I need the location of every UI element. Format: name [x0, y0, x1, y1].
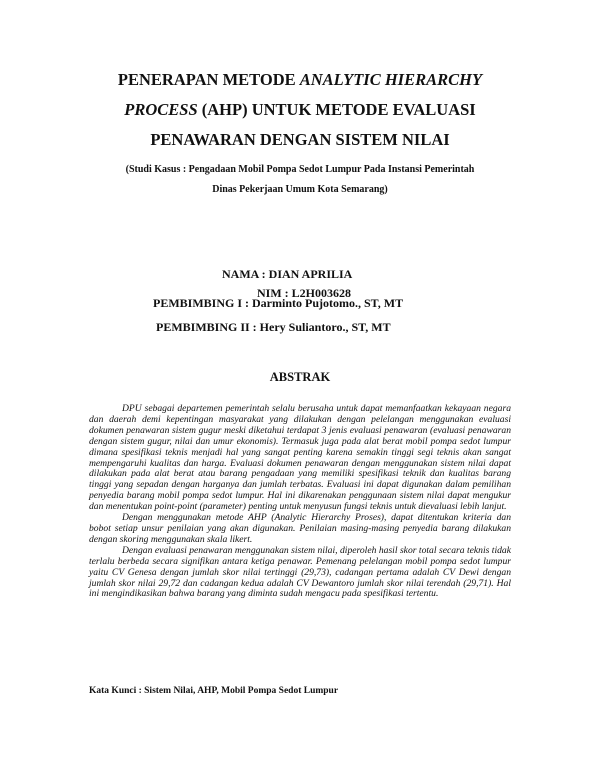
title-text-2b: (AHP) UNTUK METODE EVALUASI — [197, 100, 476, 119]
paper-title-line-1 — [0, 72, 600, 89]
abstract-paragraph-2: Dengan menggunakan metode AHP (Analytic Hierarchy Proses), dapat ditentukan kriteria dan bobot setiap unsur penilaian yang akan digunakan. Penilaian masing-masing penyedia barang dilakukan dengan skoring menggunakan skala likert. — [89, 512, 511, 545]
abstract-paragraph-3: Dengan evaluasi penawaran menggunakan sistem nilai, diperoleh hasil skor total secara teknis tidak terlalu berbeda secara signifikan antara ketiga penawar. Pemenang pelelangan mobil pompa sedot lumpur yaitu CV Genesa dengan jumlah skor nilai tertinggi (29,73), cadangan pertama adalah CV Dewi dengan jumlah skor nilai 29,72 dan cadangan kedua adalah CV Dewantoro jumlah skor nilai terendah (29,71). Hal ini mengindikasikan bahwa barang yang diminta sudah mengacu pada spesifikasi tertentu. — [89, 544, 511, 600]
supervisor-2: PEMBIMBING II : Hery Suliantoro., ST, MT — [156, 320, 391, 334]
title-text-1a: PENERAPAN METODE — [117, 70, 300, 89]
author-nim: NIM : L2H003628 — [257, 286, 351, 300]
title-text-1b: ANALYTIC HIERARCHY — [299, 70, 483, 89]
supervisor-1: PEMBIMBING I : Darminto Pujotomo., ST, MT — [153, 296, 404, 310]
title-text-2a: PROCESS — [124, 100, 198, 119]
paper-title-line-3: PENAWARAN DENGAN SISTEM NILAI — [150, 130, 450, 149]
abstract-body — [89, 404, 511, 600]
keywords: Kata Kunci : Sistem Nilai, AHP, Mobil Pompa Sedot Lumpur — [89, 686, 339, 696]
subtitle-line-1: (Studi Kasus : Pengadaan Mobil Pompa Sedot Lumpur Pada Instansi Pemerintah — [125, 164, 475, 175]
subtitle-line-2: Dinas Pekerjaan Umum Kota Semarang) — [212, 184, 388, 195]
author-name: NAMA : DIAN APRILIA — [222, 267, 353, 281]
paper-title-line-2 — [0, 102, 600, 119]
abstract-paragraph-1: DPU sebagai departemen pemerintah selalu berusaha untuk dapat memanfaatkan kekayaan negara dan daerah demi kepentingan masyarakat yang dilakukan dengan pelelangan menggunakan evaluasi dokumen penawaran sistem gugur meski diketahui terdapat 3 jenis evaluasi penawaran (evaluasi penawaran dengan sistem gugur, nilai dan umur ekonomis). Termasuk juga pada alat berat mobil pompa sedot lumpur dimana spesifikasi teknis menjadi hal yang sangat penting karena semakin tinggi segi teknis akan sangat mempengaruhi kualitas dan harga. Evaluasi dokumen penawaran dengan menggunakan sistem nilai dapat dilakukan pada alat berat atau barang pengadaan yang memiliki spesifikasi teknik dan kualitas barang tinggi yang sepadan dengan harganya dan jumlah terbatas. Evaluasi ini dapat digunakan dalam pemilihan penyedia barang mobil pompa sedot lumpur. Hal ini dikarenakan penggunaan sistem nilai dapat mengukur dan menentukan point-point (parameter) penting untuk menyusun fungsi teknis untuk dievaluasi lebih lanjut. — [89, 403, 511, 513]
abstract-heading: ABSTRAK — [269, 370, 331, 384]
